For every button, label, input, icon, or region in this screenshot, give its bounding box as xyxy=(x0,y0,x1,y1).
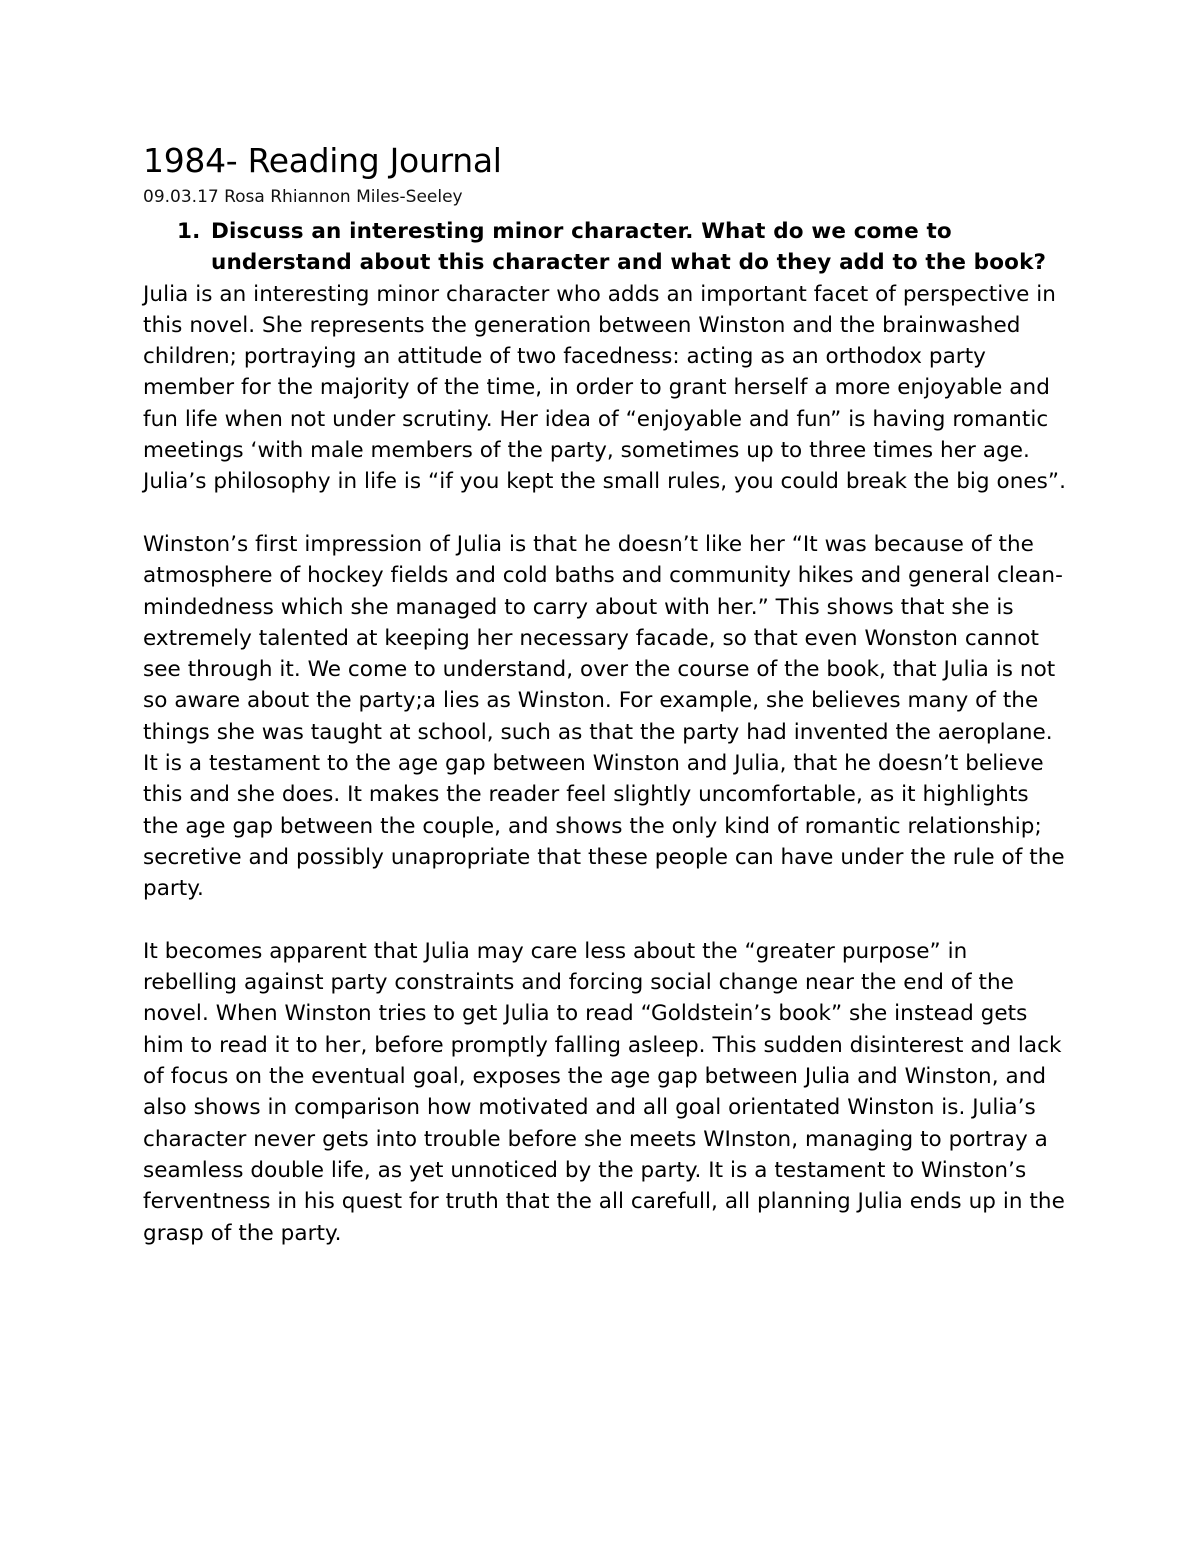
document-meta: 09.03.17 Rosa Rhiannon Miles-Seeley xyxy=(143,187,463,207)
body-paragraph-1: Julia is an interesting minor character who adds an important facet of perspective in this novel. She represents the generation between Winston and the brainwashed children; portraying an attitude of two facedness: acting as an orthodox party member for the majority of the time, in order to grant herself a more enjoyable and fun life when not under scrutiny. Her idea of “enjoyable and fun” is having romantic meetings ‘with male members of the party, sometimes up to three times her age. Julia’s philosophy in life is “if you kept the small rules, you could break the big ones”. xyxy=(143,281,1066,495)
question-number: 1. xyxy=(177,219,201,244)
body-paragraph-3: It becomes apparent that Julia may care less about the “greater purpose” in rebelling against party constraints and forcing social change near the end of the novel. When Winston tries to get Julia to read “Goldstein’s book” she instead gets him to read it to her, before promptly falling asleep. This sudden disinterest and lack of focus on the eventual goal, exposes the age gap between Julia and Winston, and also shows in comparison how motivated and all goal orientated Winston is. Julia’s character never gets into trouble before she meets WInston, managing to portray a seamless double life, as yet unnoticed by the party. It is a testament to Winston’s ferventness in his quest for truth that the all carefull, all planning Julia ends up in the grasp of the party. xyxy=(143,938,1065,1246)
body-paragraph-2: Winston’s first impression of Julia is that he doesn’t like her “It was because of the atmosphere of hockey fields and cold baths and community hikes and general clean-mindedness which she managed to carry about with her.” This shows that she is extremely talented at keeping her necessary facade, so that even Wonston cannot see through it. We come to understand, over the course of the book, that Julia is not so aware about the party;a lies as Winston. For example, she believes many of the things she was taught at school, such as that the party had invented the aeroplane. It is a testament to the age gap between Winston and Julia, that he doesn’t believe this and she does. It makes the reader feel slightly uncomfortable, as it highlights the age gap between the couple, and shows the only kind of romantic relationship; secretive and possibly unapropriate that these people can have under the rule of the party. xyxy=(143,531,1065,902)
question-text: Discuss an interesting minor character. What do we come to understand about this character and what do they add to the book? xyxy=(211,219,1047,276)
document-page xyxy=(143,138,1068,1280)
question-item xyxy=(143,216,1068,279)
document-title: 1984- Reading Journal xyxy=(143,141,502,180)
question-list xyxy=(143,216,1068,279)
